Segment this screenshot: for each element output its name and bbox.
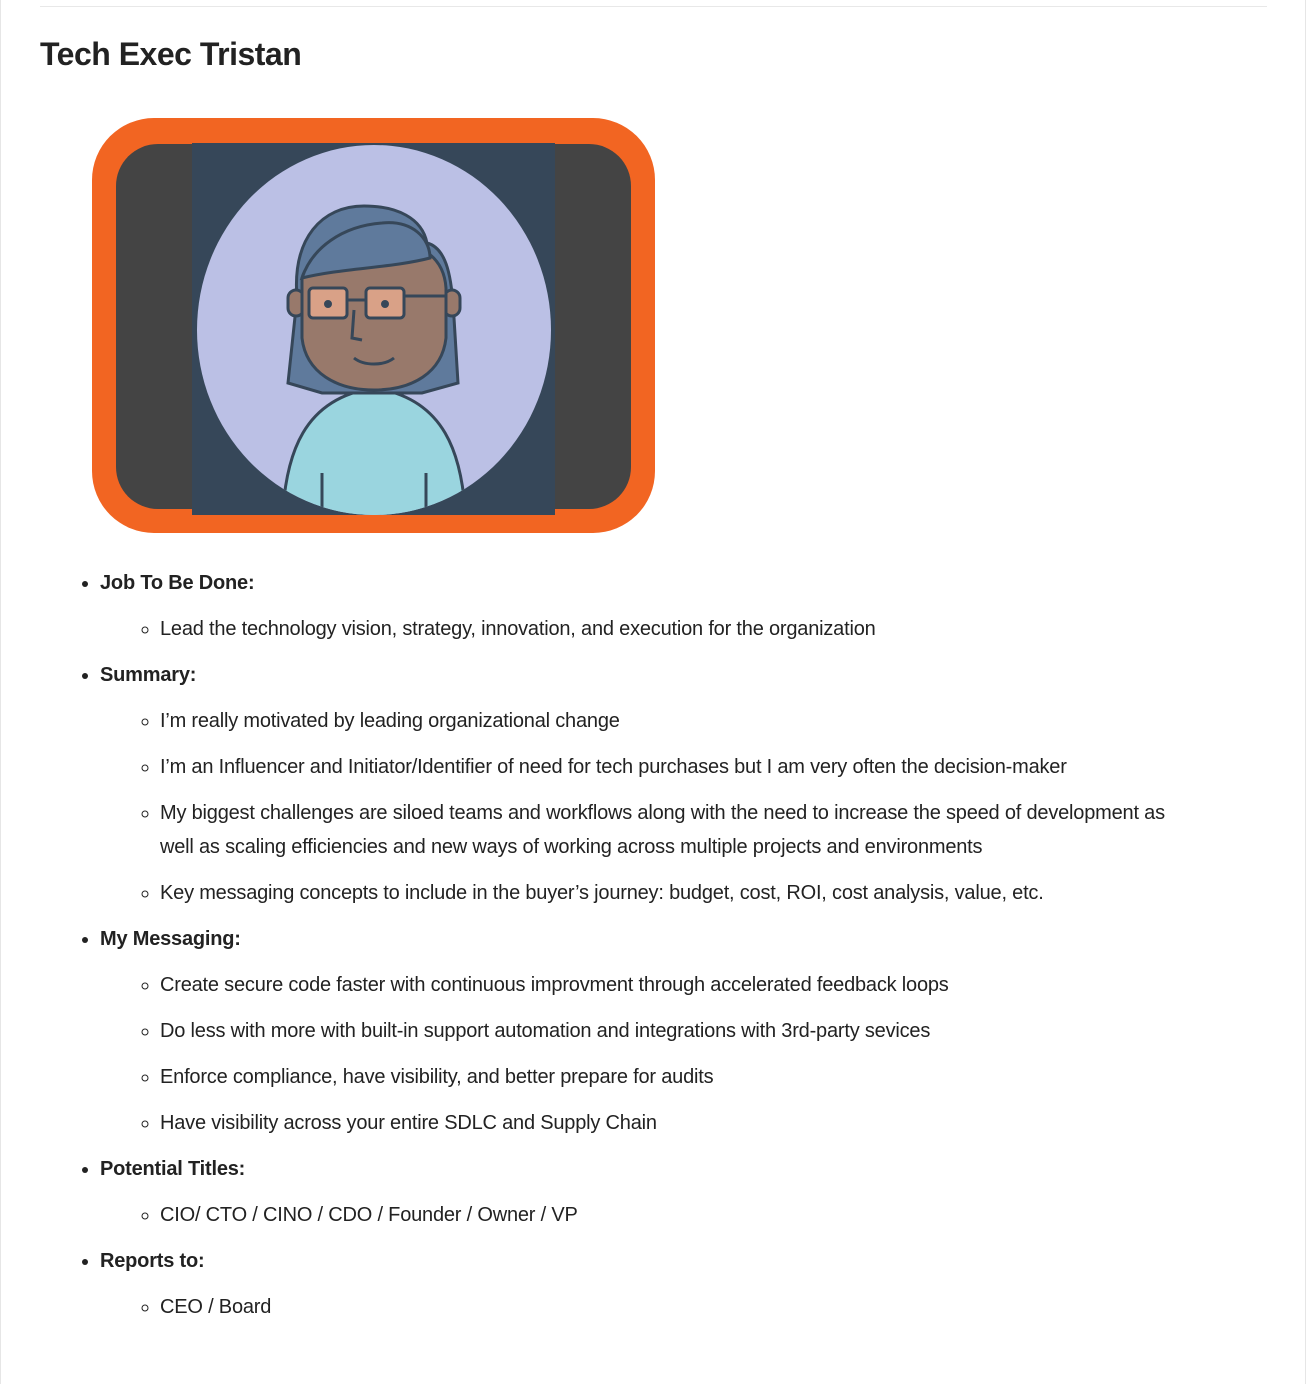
list-item: ◦ I’m an Influencer and Initiator/Identifier of need for tech purchases but I am very often the decision-maker (160, 750, 1280, 784)
page-title: Tech Exec Tristan (40, 36, 302, 72)
list-item: ◦ My biggest challenges are siloed teams and workflows along with the need to increase the speed of development as well as scaling efficiencies and new ways of working across multiple projects and environments (160, 796, 1280, 864)
section-summary (100, 658, 1280, 910)
persona-avatar-image (92, 118, 655, 533)
list-item: ◦ Enforce compliance, have visibility, and better prepare for audits (160, 1060, 1280, 1094)
list-item: ◦ CEO / Board (160, 1290, 1280, 1324)
persona-details-list (60, 566, 1280, 1336)
list-item: ◦ Do less with more with built-in support automation and integrations with 3rd-party sevices (160, 1014, 1280, 1048)
section-label: Job To Be Done: (100, 572, 255, 594)
section-label: Reports to: (100, 1250, 205, 1272)
section-my-messaging (100, 922, 1280, 1140)
list-item: ◦ I’m really motivated by leading organizational change (160, 704, 1280, 738)
list-item: ◦ Have visibility across your entire SDLC and Supply Chain (160, 1106, 1280, 1140)
section-reports-to (100, 1244, 1280, 1324)
section-label: Summary: (100, 664, 197, 686)
section-potential-titles (100, 1152, 1280, 1232)
list-item: ◦ CIO/ CTO / CINO / CDO / Founder / Owner / VP (160, 1198, 1280, 1232)
list-item: ◦ Key messaging concepts to include in the buyer’s journey: budget, cost, ROI, cost analysis, value, etc. (160, 876, 1280, 910)
section-job-to-be-done (100, 566, 1280, 646)
list-item: ◦ Lead the technology vision, strategy, innovation, and execution for the organization (160, 612, 1280, 646)
list-item: ◦ Create secure code faster with continuous improvment through accelerated feedback loops (160, 968, 1280, 1002)
divider (40, 6, 1267, 7)
section-label: Potential Titles: (100, 1158, 246, 1180)
section-label: My Messaging: (100, 928, 241, 950)
